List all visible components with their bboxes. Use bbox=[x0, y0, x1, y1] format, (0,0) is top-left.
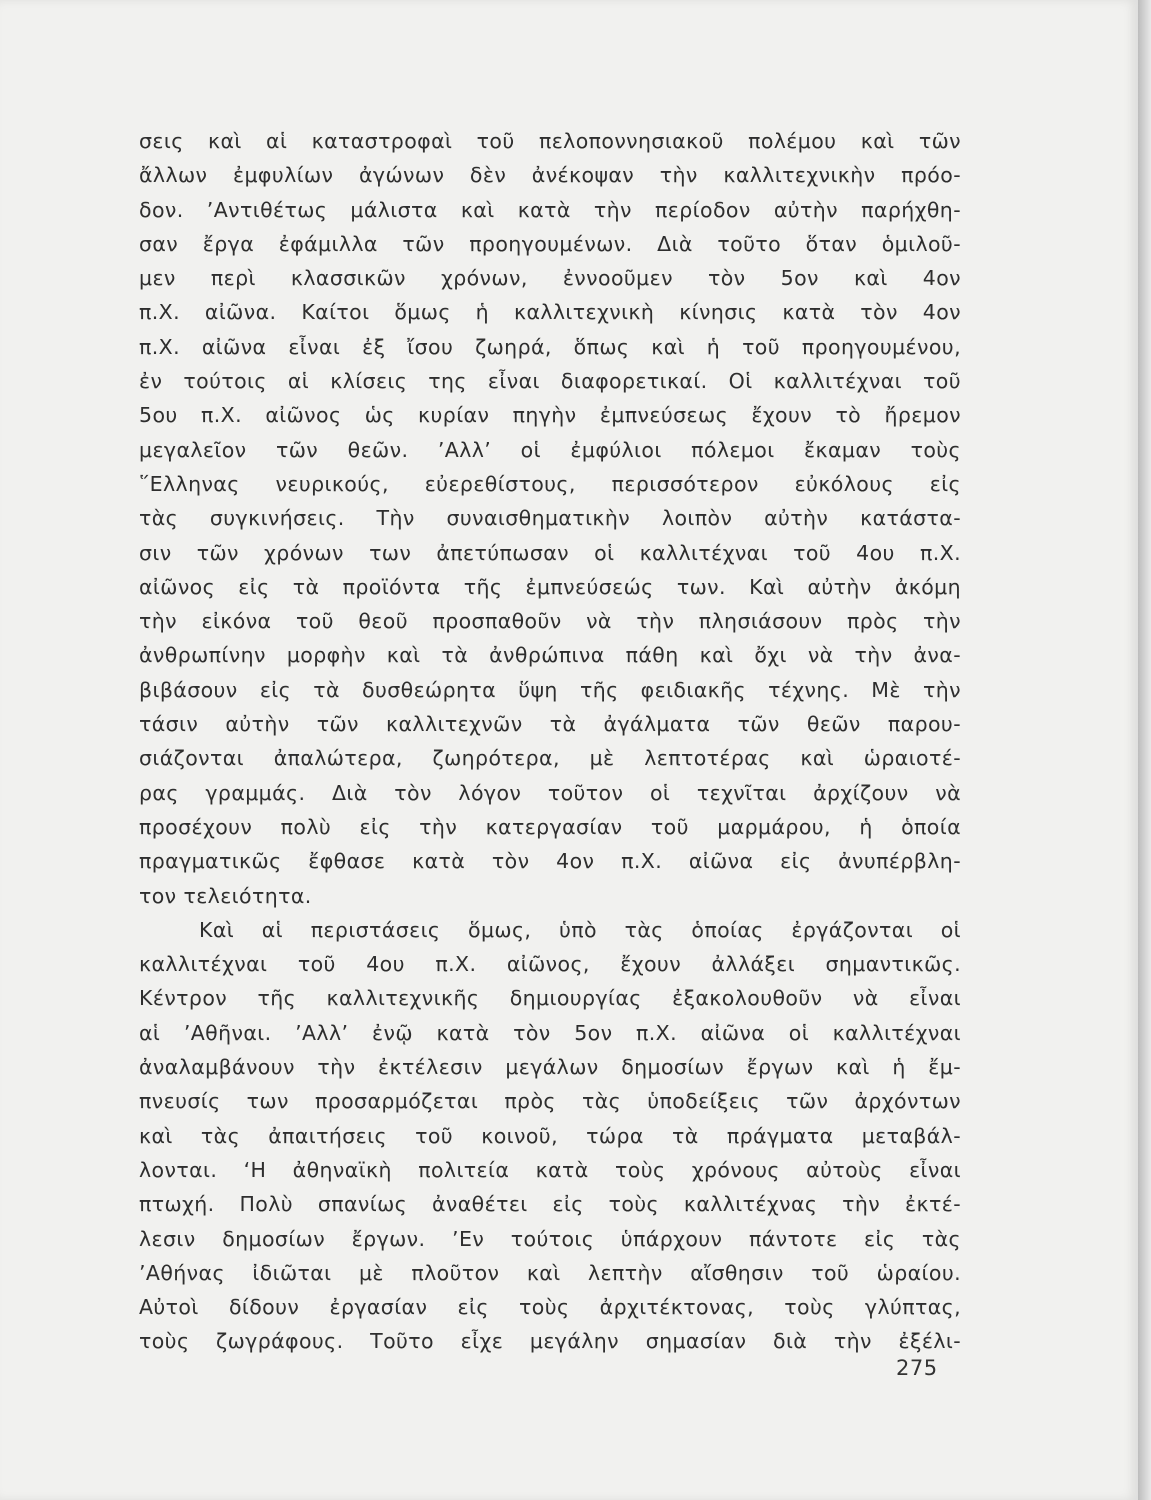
text-line: λεσιν δημοσίων ἔργων. ’Εν τούτοις ὑπάρχουν πάντοτε εἰς τὰς bbox=[139, 1226, 961, 1251]
paragraph-start-line: Καὶ αἱ περιστάσεις ὅμως, ὑπὸ τὰς ὁποίας ἐργάζονται οἱ bbox=[199, 917, 961, 942]
text-line: καὶ τὰς ἀπαιτήσεις τοῦ κοινοῦ, τώρα τὰ πράγματα μεταβάλ- bbox=[139, 1123, 961, 1148]
body-text bbox=[139, 124, 961, 1359]
text-line: σιν τῶν χρόνων των ἀπετύπωσαν οἱ καλλιτέχναι τοῦ 4ου π.Χ. bbox=[139, 540, 961, 565]
text-line: πτωχή. Πολὺ σπανίως ἀναθέτει εἰς τοὺς καλλιτέχνας τὴν ἐκτέ- bbox=[139, 1192, 961, 1217]
text-line: ῞Ελληνας νευρικούς, εὐερεθίστους, περισσότερον εὐκόλους εἰς bbox=[139, 471, 961, 496]
page-edge-shadow bbox=[1138, 0, 1151, 1500]
text-line: π.Χ. αἰῶνα. Καίτοι ὅμως ἡ καλλιτεχνικὴ κίνησις κατὰ τὸν 4ον bbox=[139, 300, 961, 325]
text-line: π.Χ. αἰῶνα εἶναι ἐξ ἴσου ζωηρά, ὅπως καὶ ἡ τοῦ προηγουμένου, bbox=[139, 334, 961, 359]
page-number: 275 bbox=[896, 1356, 938, 1380]
text-line: πνευσίς των προσαρμόζεται πρὸς τὰς ὑποδείξεις τῶν ἀρχόντων bbox=[139, 1089, 961, 1114]
text-line: πραγματικῶς ἔφθασε κατὰ τὸν 4ον π.Χ. αἰῶνα εἰς ἀνυπέρβλη- bbox=[139, 849, 961, 874]
text-line: σιάζονται ἀπαλώτερα, ζωηρότερα, μὲ λεπτοτέρας καὶ ὡραιοτέ- bbox=[139, 746, 961, 771]
text-line: ἀναλαμβάνουν τὴν ἐκτέλεσιν μεγάλων δημοσίων ἔργων καὶ ἡ ἔμ- bbox=[139, 1055, 961, 1080]
text-line: τοὺς ζωγράφους. Τοῦτο εἶχε μεγάλην σημασίαν διὰ τὴν ἐξέλι- bbox=[139, 1329, 961, 1354]
text-line: σεις καὶ αἱ καταστροφαὶ τοῦ πελοποννησιακοῦ πολέμου καὶ τῶν bbox=[139, 129, 961, 153]
text-line: Κέντρον τῆς καλλιτεχνικῆς δημιουργίας ἐξακολουθοῦν νὰ εἶναι bbox=[139, 986, 961, 1011]
text-line: αἰῶνος εἰς τὰ προϊόντα τῆς ἐμπνεύσεώς των. Καὶ αὐτὴν ἀκόμη bbox=[139, 574, 961, 599]
text-line: τὰς συγκινήσεις. Τὴν συναισθηματικὴν λοιπὸν αὐτὴν κατάστα- bbox=[139, 506, 961, 531]
text-line: ἀνθρωπίνην μορφὴν καὶ τὰ ἀνθρώπινα πάθη καὶ ὄχι νὰ τὴν ἀνα- bbox=[139, 643, 961, 668]
text-line: σαν ἔργα ἐφάμιλλα τῶν προηγουμένων. Διὰ τοῦτο ὅταν ὁμιλοῦ- bbox=[139, 231, 961, 256]
text-line: ἄλλων ἐμφυλίων ἀγώνων δὲν ἀνέκοψαν τὴν καλλιτεχνικὴν πρόο- bbox=[139, 163, 961, 188]
paragraph-end-line: τον τελειότητα. bbox=[139, 883, 312, 908]
text-line: μεν περὶ κλασσικῶν χρόνων, ἐννοοῦμεν τὸν 5ον καὶ 4ον bbox=[139, 266, 961, 291]
text-line: δον. ’Αντιθέτως μάλιστα καὶ κατὰ τὴν περίοδον αὐτὴν παρήχθη- bbox=[139, 197, 961, 222]
text-line: Αὐτοὶ δίδουν ἐργασίαν εἰς τοὺς ἀρχιτέκτονας, τοὺς γλύπτας, bbox=[139, 1295, 961, 1320]
text-line: προσέχουν πολὺ εἰς τὴν κατεργασίαν τοῦ μαρμάρου, ἡ ὁποία bbox=[139, 814, 961, 839]
text-line: βιβάσουν εἰς τὰ δυσθεώρητα ὕψη τῆς φειδιακῆς τέχνης. Μὲ τὴν bbox=[139, 677, 961, 702]
text-line: ἐν τούτοις αἱ κλίσεις της εἶναι διαφορετικαί. Οἱ καλλιτέχναι τοῦ bbox=[139, 369, 961, 394]
text-line: λονται. ‘Η ἀθηναϊκὴ πολιτεία κατὰ τοὺς χρόνους αὐτοὺς εἶναι bbox=[139, 1157, 961, 1182]
text-line: τάσιν αὐτὴν τῶν καλλιτεχνῶν τὰ ἀγάλματα τῶν θεῶν παρου- bbox=[139, 712, 961, 737]
text-line: καλλιτέχναι τοῦ 4ου π.Χ. αἰῶνος, ἔχουν ἀλλάξει σημαντικῶς. bbox=[139, 952, 961, 977]
text-line: 5ου π.Χ. αἰῶνος ὡς κυρίαν πηγὴν ἐμπνεύσεως ἔχουν τὸ ἤρεμον bbox=[139, 403, 961, 428]
text-line: μεγαλεῖον τῶν θεῶν. ’Αλλ’ οἱ ἐμφύλιοι πόλεμοι ἔκαμαν τοὺς bbox=[139, 437, 961, 462]
text-line: ’Αθήνας ἰδιῶται μὲ πλοῦτον καὶ λεπτὴν αἴσθησιν τοῦ ὡραίου. bbox=[139, 1260, 961, 1285]
text-line: τὴν εἰκόνα τοῦ θεοῦ προσπαθοῦν νὰ τὴν πλησιάσουν πρὸς τὴν bbox=[139, 609, 961, 634]
text-line: ρας γραμμάς. Διὰ τὸν λόγον τοῦτον οἱ τεχνῖται ἀρχίζουν νὰ bbox=[139, 780, 961, 805]
text-line: αἱ ’Αθῆναι. ’Αλλ’ ἐνῷ κατὰ τὸν 5ον π.Χ. αἰῶνα οἱ καλλιτέχναι bbox=[139, 1020, 961, 1045]
